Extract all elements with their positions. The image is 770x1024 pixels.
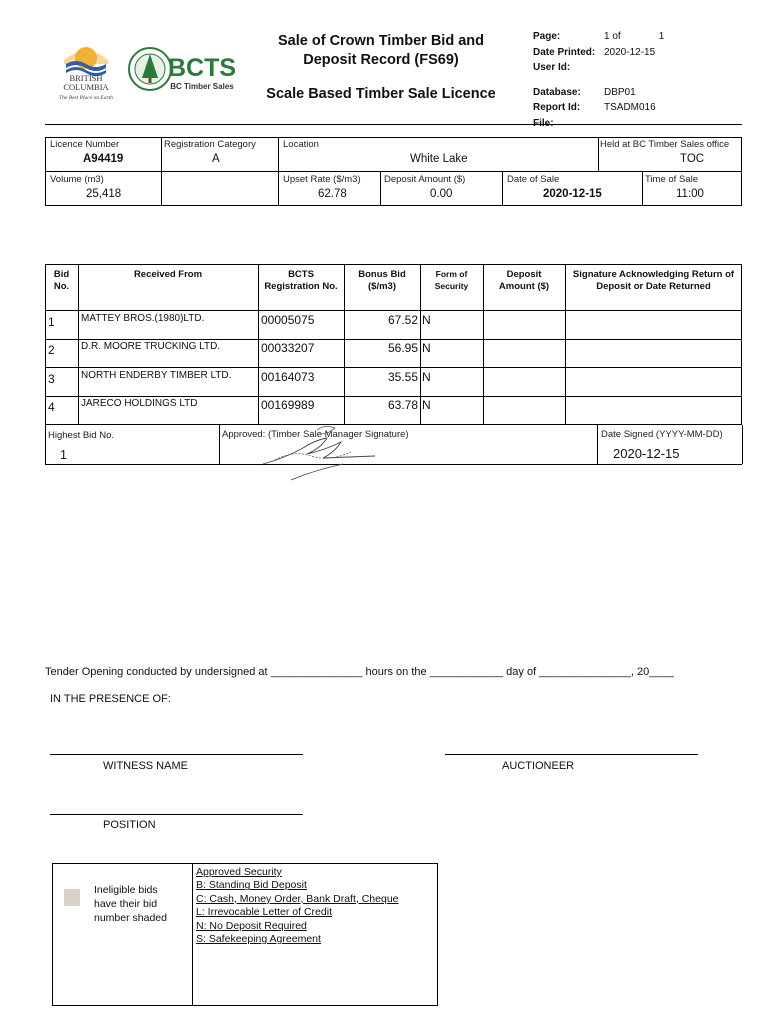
volume-label: Volume (m3) — [50, 174, 104, 185]
col-header-deposit-amount: Deposit Amount ($) — [498, 269, 550, 292]
licence-table-divider — [598, 137, 599, 171]
meta-database-label: Database: — [533, 86, 581, 98]
bid-row-security: N — [422, 313, 431, 327]
col-header-received-from: Received From — [133, 269, 203, 280]
highest-bid-value: 1 — [60, 448, 67, 462]
meta-database-value: DBP01 — [604, 86, 636, 98]
upset-rate-value: 62.78 — [318, 188, 347, 200]
tender-opening-text: Tender Opening conducted by undersigned at _______________ hours on the ____________ day of _______________, 20____ — [45, 666, 674, 678]
bc-logo-tagline: The Best Place on Earth — [59, 95, 113, 101]
legend-divider — [192, 863, 193, 1006]
time-of-sale-label: Time of Sale — [645, 174, 698, 185]
meta-report-id-label: Report Id: — [533, 102, 581, 113]
licence-table-divider — [502, 171, 503, 206]
bid-row-bcts-reg: 00164073 — [261, 370, 315, 384]
approval-row-border — [597, 425, 598, 464]
legend-note-line: have their bid — [94, 898, 158, 910]
legend-note-line: Ineligible bids — [94, 884, 158, 896]
legend-item: B: Standing Bid Deposit — [196, 879, 307, 892]
bid-row-no: 3 — [48, 372, 55, 386]
meta-date-printed-value: 2020-12-15 — [604, 46, 656, 58]
bid-row-bcts-reg: 00005075 — [261, 313, 315, 327]
approval-row-border — [45, 425, 46, 464]
col-header-bid-no: Bid No. — [53, 269, 70, 292]
legend-item: S: Safekeeping Agreement — [196, 933, 321, 946]
witness-name-label: WITNESS NAME — [103, 760, 188, 772]
ineligible-bid-swatch — [64, 889, 80, 906]
bcts-logo-text: BCTS — [167, 54, 237, 82]
auctioneer-label: AUCTIONEER — [502, 760, 575, 772]
date-signed-label: Date Signed (YYYY-MM-DD) — [601, 429, 723, 440]
bid-row-bcts-reg: 00033207 — [261, 341, 315, 355]
licence-number-value: A94419 — [83, 153, 124, 165]
meta-page-label: Page: — [533, 31, 561, 42]
upset-rate-label: Upset Rate ($/m3) — [283, 174, 361, 185]
registration-category-label: Registration Category — [164, 139, 256, 150]
approval-row-border — [742, 425, 743, 464]
presence-text: IN THE PRESENCE OF: — [50, 693, 171, 705]
bids-header-divider — [45, 310, 742, 311]
legend-item: L: Irrevocable Letter of Credit — [196, 906, 332, 919]
deposit-amount-label: Deposit Amount ($) — [384, 174, 466, 185]
bc-government-logo — [50, 40, 122, 102]
approval-row-border — [219, 425, 220, 464]
bcts-logo — [128, 45, 246, 97]
bid-row-bcts-reg: 00169989 — [261, 398, 315, 412]
meta-values — [604, 29, 664, 116]
bid-row-security: N — [422, 398, 431, 412]
legend-item: C: Cash, Money Order, Bank Draft, Cheque — [196, 892, 399, 905]
bid-row-security: N — [422, 370, 431, 384]
bid-row-bonus-bid: 35.55 — [387, 370, 418, 384]
date-of-sale-label: Date of Sale — [507, 174, 560, 185]
location-value: White Lake — [410, 153, 468, 165]
bids-row-divider — [45, 339, 742, 340]
ineligible-bids-note — [94, 883, 167, 925]
header-rule — [45, 124, 742, 125]
title-line-1: Sale of Crown Timber Bid and — [278, 33, 484, 49]
bc-logo-line2: COLUMBIA — [63, 82, 109, 92]
licence-number-label: Licence Number — [50, 139, 120, 150]
date-of-sale-value: 2020-12-15 — [543, 188, 602, 200]
col-header-bcts-reg: BCTS Registration No. — [264, 269, 338, 292]
licence-table-divider — [278, 137, 279, 206]
meta-labels — [533, 29, 595, 131]
deposit-amount-value: 0.00 — [430, 188, 453, 200]
legend-item: Approved Security — [196, 866, 282, 878]
meta-page-of: 1 of — [604, 31, 621, 42]
meta-date-printed-label: Date Printed: — [533, 46, 596, 58]
meta-user-id-label: User Id: — [533, 62, 571, 73]
location-label: Location — [283, 139, 319, 150]
office-value: TOC — [680, 153, 705, 165]
licence-table-divider — [642, 171, 643, 206]
office-label: Held at BC Timber Sales office — [600, 139, 730, 150]
bcts-logo-subtext: BC Timber Sales — [170, 82, 234, 91]
bc-logo-line1: BRITISH — [69, 73, 103, 83]
legend-note-line: number shaded — [94, 912, 167, 924]
licence-table-row-divider — [45, 171, 742, 172]
meta-report-id-value: TSADM016 — [604, 102, 656, 113]
bid-row-received-from: D.R. MOORE TRUCKING LTD. — [81, 341, 221, 352]
title-line-2: Deposit Record (FS69) — [303, 52, 459, 68]
meta-page-total: 1 — [658, 31, 665, 42]
bid-row-bonus-bid: 67.52 — [387, 313, 418, 327]
legend-item: N: No Deposit Required — [196, 919, 307, 932]
licence-table-divider — [380, 171, 381, 206]
bid-row-no: 1 — [48, 315, 55, 329]
bid-row-no: 4 — [48, 400, 55, 414]
bid-row-no: 2 — [48, 343, 55, 357]
col-header-form-of-security: Form of Security — [434, 269, 469, 291]
bid-row-received-from: JARECO HOLDINGS LTD — [81, 398, 198, 409]
approved-signature-label: Approved: (Timber Sale Manager Signature) — [222, 429, 409, 440]
page-title — [256, 32, 506, 70]
licence-table-divider — [161, 137, 162, 206]
position-line[interactable] — [50, 814, 303, 815]
meta-page-value — [604, 29, 664, 45]
page-subtitle: Scale Based Timber Sale Licence — [266, 86, 496, 102]
col-header-bonus-bid: Bonus Bid ($/m3) — [358, 269, 406, 292]
time-of-sale-value: 11:00 — [676, 188, 704, 200]
bids-col-divider — [78, 264, 79, 425]
registration-category-value: A — [212, 153, 220, 165]
bids-row-divider — [45, 396, 742, 397]
approved-security-legend — [196, 866, 399, 946]
volume-value: 25,418 — [86, 188, 122, 200]
bid-row-received-from: NORTH ENDERBY TIMBER LTD. — [81, 370, 232, 381]
col-header-signature: Signature Acknowledging Return of Deposit or Date Returned — [572, 269, 735, 292]
meta-file-label: File: — [533, 117, 554, 129]
auctioneer-signature-line[interactable] — [445, 754, 698, 755]
bid-row-security: N — [422, 341, 431, 355]
date-signed-value: 2020-12-15 — [613, 446, 680, 461]
bid-row-bonus-bid: 63.78 — [387, 398, 418, 412]
highest-bid-label: Highest Bid No. — [48, 430, 115, 441]
bids-row-divider — [45, 367, 742, 368]
bid-row-bonus-bid: 56.95 — [387, 341, 418, 355]
witness-signature-line[interactable] — [50, 754, 303, 755]
manager-signature — [255, 420, 395, 482]
bid-row-received-from: MATTEY BROS.(1980)LTD. — [81, 313, 205, 324]
position-label: POSITION — [103, 819, 156, 831]
